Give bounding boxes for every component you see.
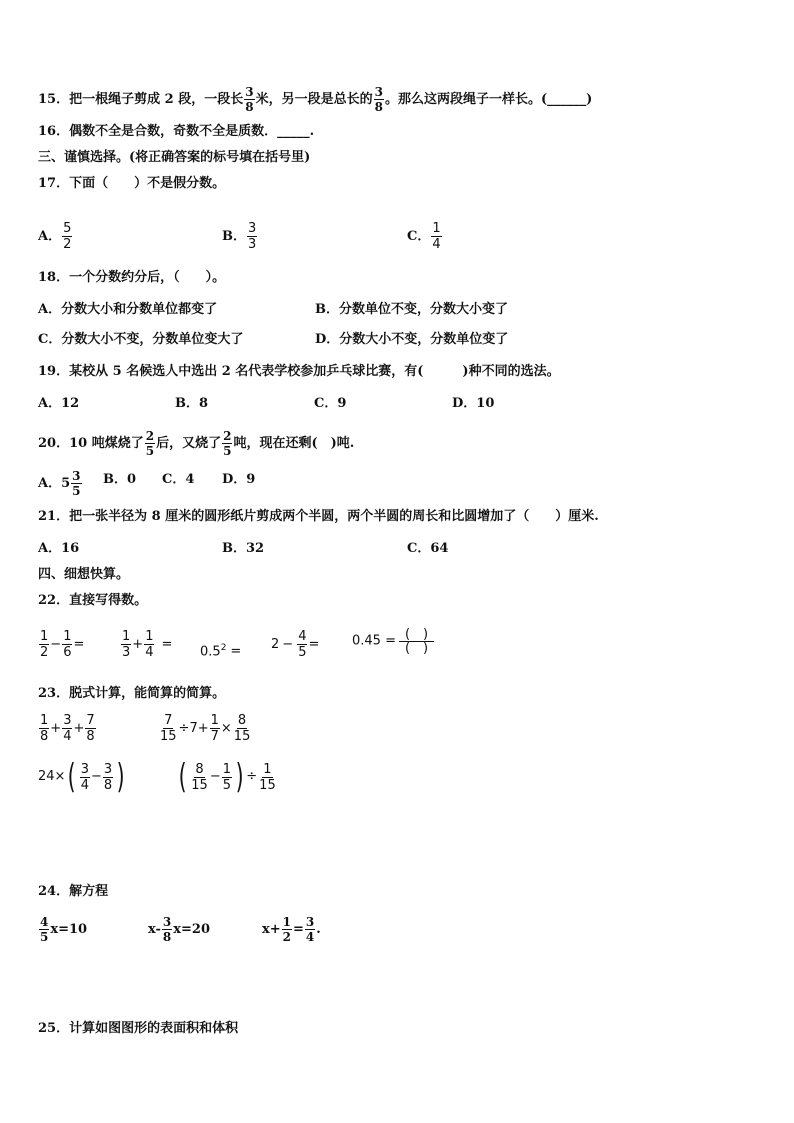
q20-option-c[interactable]: C．4 bbox=[162, 472, 195, 487]
q21-option-b[interactable]: B．32 bbox=[222, 541, 265, 556]
answer-blank[interactable]: _____ bbox=[277, 124, 310, 139]
q22-expression-5: 0.45 = $\frac{( )}{( )}$ bbox=[352, 628, 435, 655]
fraction: $\frac{3}{5}$ bbox=[72, 469, 81, 498]
q22-expression-1: $\frac{1}{2}$ − $\frac{1}{6}$ = bbox=[40, 629, 85, 660]
question-24-stem: 24．解方程 bbox=[38, 884, 109, 899]
answer-blank[interactable]: ______ bbox=[547, 92, 587, 107]
fraction: $\frac{2}{5}$ bbox=[223, 429, 232, 458]
q24-equation-3: x+ $\frac{1}{2}$ = $\frac{3}{4}$ . bbox=[262, 915, 321, 944]
q17-option-c[interactable]: C． $\frac{1}{4}$ bbox=[407, 221, 441, 252]
q19-option-a[interactable]: A．12 bbox=[38, 396, 80, 411]
question-18-stem: 18．一个分数约分后，（ ）。 bbox=[38, 270, 226, 285]
q23-expression-1: $\frac{1}{8}$ + $\frac{3}{4}$ + $\frac{7}{8}$ bbox=[40, 713, 95, 744]
fraction: $\frac{5}{2}$ bbox=[63, 221, 72, 252]
q20-option-a[interactable]: A．5 $\frac{3}{5}$ bbox=[38, 469, 81, 498]
q24-equation-2: x- $\frac{3}{8}$ x=20 bbox=[148, 915, 211, 944]
answer-blank[interactable]: ( ) bbox=[404, 641, 429, 656]
section-heading-4: 四、细想快算。 bbox=[38, 567, 130, 582]
q23-expression-2: $\frac{7}{15}$ ÷7+ $\frac{1}{7}$ × $\frac{8}{15}$ bbox=[160, 713, 251, 744]
question-25-stem: 25．计算如图图形的表面积和体积 bbox=[38, 1021, 239, 1036]
q21-option-c[interactable]: C．64 bbox=[407, 541, 449, 556]
question-23-stem: 23．脱式计算，能简算的简算。 bbox=[38, 686, 226, 701]
q18-option-b[interactable]: B．分数单位不变，分数大小变了 bbox=[315, 302, 508, 317]
fraction: $\frac{1}{4}$ bbox=[432, 221, 441, 252]
fraction: $\frac{3}{8}$ bbox=[245, 85, 254, 114]
q23-expression-4: ( $\frac{8}{15}$ − $\frac{1}{5}$ ) ÷ $\frac{1}{15}$ bbox=[178, 757, 276, 797]
q24-equation-1: $\frac{4}{5}$ x=10 bbox=[40, 915, 88, 944]
q19-option-d[interactable]: D．10 bbox=[452, 396, 495, 411]
q22-expression-3: $0.5^2$ = bbox=[200, 643, 242, 660]
question-21-stem: 21．把一张半径为 8 厘米的圆形纸片剪成两个半圆，两个半圆的周长和比圆增加了（ ）厘米. bbox=[38, 509, 599, 524]
fraction: $\frac{2}{5}$ bbox=[145, 429, 155, 458]
q18-option-c[interactable]: C．分数大小不变，分数单位变大了 bbox=[38, 332, 244, 347]
q20-option-d[interactable]: D．9 bbox=[222, 472, 256, 487]
q19-option-c[interactable]: C．9 bbox=[314, 396, 347, 411]
q20-option-b[interactable]: B．0 bbox=[103, 472, 137, 487]
q17-option-a[interactable]: A． $\frac{5}{2}$ bbox=[38, 221, 72, 252]
q21-option-a[interactable]: A．16 bbox=[38, 541, 80, 556]
fraction: $\frac{3}{8}$ bbox=[374, 85, 383, 114]
q22-expression-4: 2 − $\frac{4}{5}$ = bbox=[271, 629, 320, 660]
section-heading-3: 三、谨慎选择。(将正确答案的标号填在括号里) bbox=[38, 150, 311, 165]
question-20-stem: 20．10 吨煤烧了 $\frac{2}{5}$ 后，又烧了 $\frac{2}{5}$ 吨，现在还剩( )吨. bbox=[38, 429, 355, 458]
q23-expression-3: 24×( $\frac{3}{4}$ − $\frac{3}{8}$ ) bbox=[38, 757, 125, 797]
q18-option-a[interactable]: A．分数大小和分数单位都变了 bbox=[38, 302, 218, 317]
q19-option-b[interactable]: B．8 bbox=[175, 396, 209, 411]
q22-expression-2: $\frac{1}{3}$ + $\frac{1}{4}$ = bbox=[122, 629, 173, 660]
question-17-stem: 17．下面（ ）不是假分数。 bbox=[38, 176, 226, 191]
question-16: 16．偶数不全是合数，奇数不全是质数．_____. bbox=[38, 124, 315, 139]
question-15: 15．把一根绳子剪成 2 段，一段长 $\frac{3}{8}$ 米，另一段是总长的 $\frac{3}{8}$ 。那么这两段绳子一样长。(______) bbox=[38, 85, 593, 114]
fraction: $\frac{3}{3}$ bbox=[248, 221, 257, 252]
q18-option-d[interactable]: D．分数大小不变，分数单位变了 bbox=[315, 332, 509, 347]
q17-option-b[interactable]: B． $\frac{3}{3}$ bbox=[222, 221, 257, 252]
answer-blank[interactable]: ( ) bbox=[399, 628, 434, 642]
question-22-stem: 22．直接写得数。 bbox=[38, 593, 148, 608]
question-19-stem: 19．某校从 5 名候选人中选出 2 名代表学校参加乒乓球比赛，有( )种不同的选法。 bbox=[38, 364, 560, 379]
